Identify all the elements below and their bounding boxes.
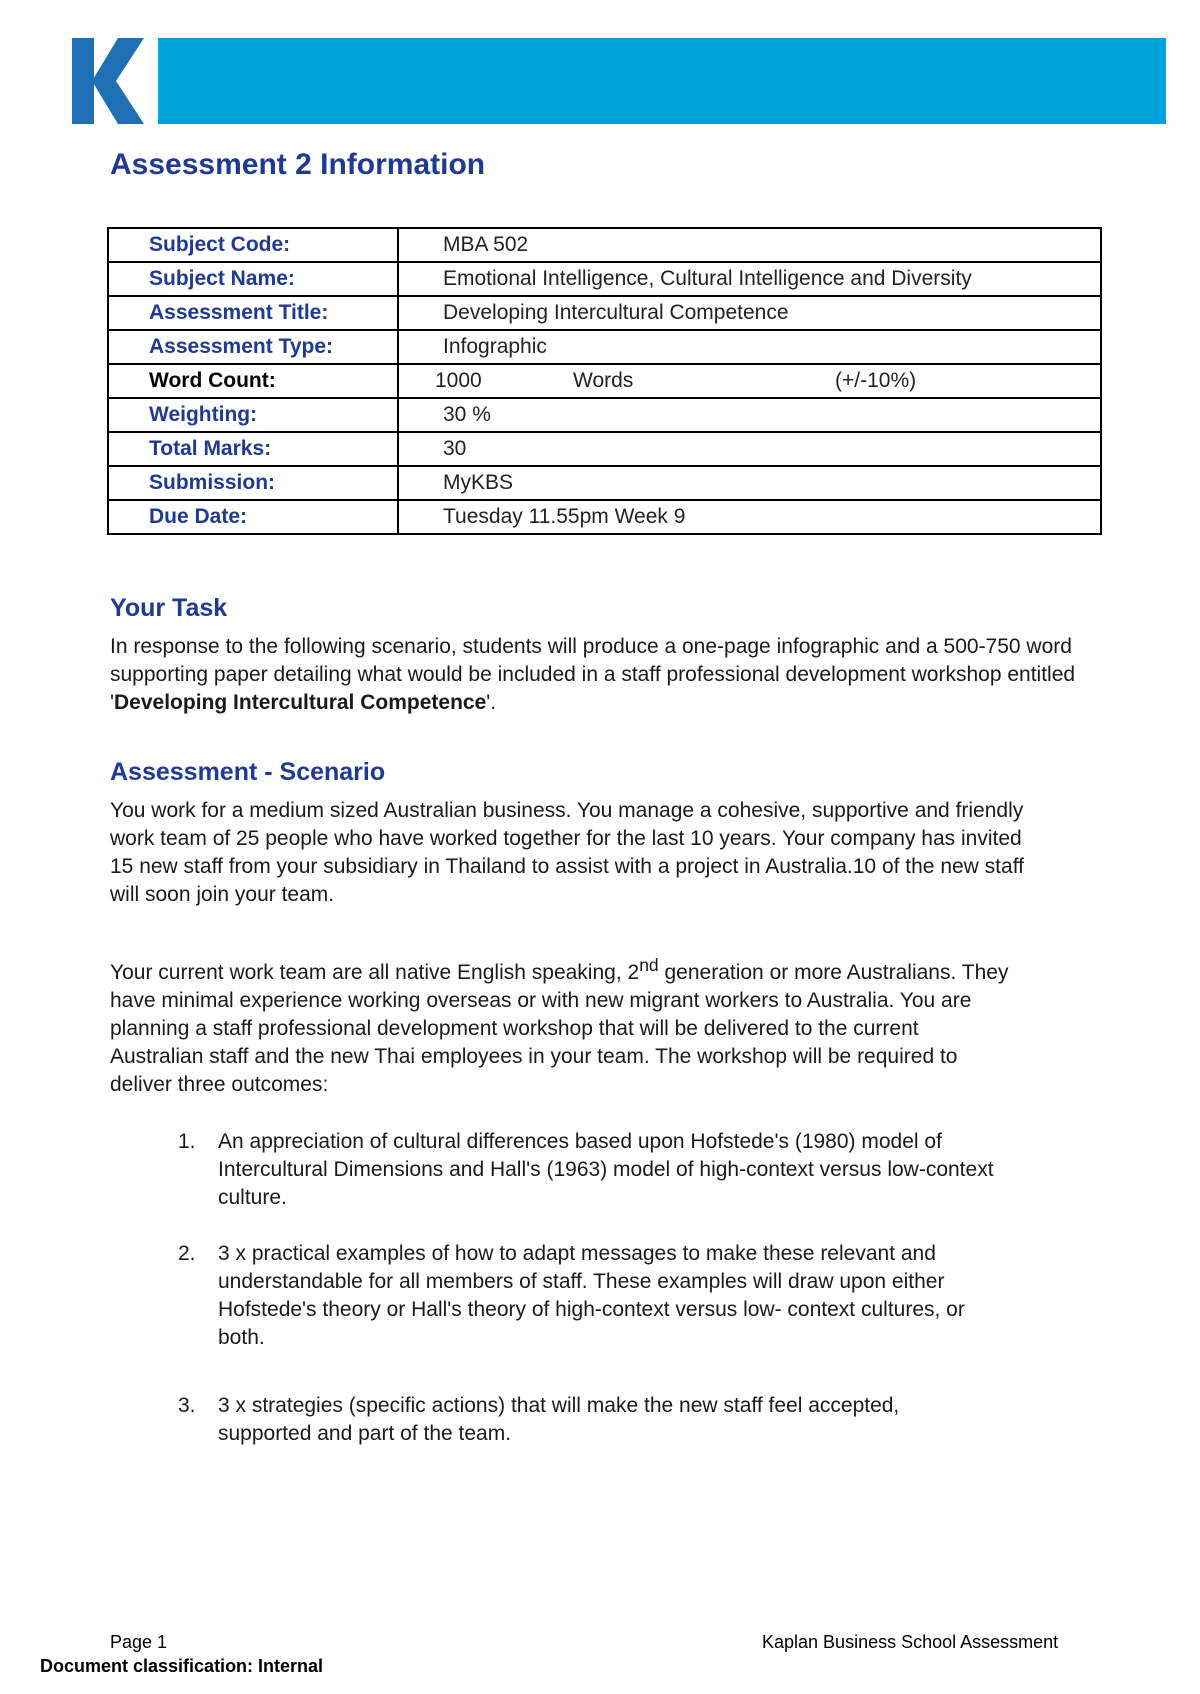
submission-label: Submission:: [108, 466, 398, 500]
scenario-paragraph-2: Your current work team are all native English speaking, 2nd generation or more Australians. They have minimal experience working overseas or with new migrant workers to Australia. You are planning a staff professional development workshop that will be delivered to the current Australian staff and the new Thai employees in your team. The workshop will be required to deliver three outcomes:: [110, 955, 1009, 1096]
subject-name-value: Emotional Intelligence, Cultural Intelligence and Diversity: [398, 262, 1101, 296]
assessment-title-value: Developing Intercultural Competence: [398, 296, 1101, 330]
word-count-unit: Words: [573, 369, 634, 392]
table-row: [108, 228, 1101, 262]
table-row: [108, 466, 1101, 500]
subject-code-value: MBA 502: [398, 228, 1101, 262]
table-row: [108, 296, 1101, 330]
page-number: Page 1: [110, 1632, 168, 1652]
scenario-paragraph-1: You work for a medium sized Australian business. You manage a cohesive, supportive and friendly work team of 25 people who have worked together for the last 10 years. Your company has invited 15 new staff from your subsidiary in Thailand to assist with a project in Australia.10 of the new staff will soon join your team.: [110, 799, 1024, 906]
kaplan-logo: [72, 38, 160, 124]
assessment-info-table: [107, 227, 1102, 535]
assessment-title-label: Assessment Title:: [108, 296, 398, 330]
table-row: [108, 330, 1101, 364]
assessment-type-value: Infographic: [398, 330, 1101, 364]
weighting-value: 30 %: [398, 398, 1101, 432]
document-classification: Document classification: Internal: [40, 1656, 324, 1676]
scenario-heading: Assessment - Scenario: [110, 758, 386, 786]
list-item: 3. 3 x strategies (specific actions) that will make the new staff feel accepted, supported and part of the team.: [178, 1394, 900, 1445]
word-count-value: [398, 364, 1101, 398]
word-count-label: Word Count:: [108, 364, 398, 398]
total-marks-value: 30: [398, 432, 1101, 466]
total-marks-label: Total Marks:: [108, 432, 398, 466]
list-item: 1. An appreciation of cultural differences based upon Hofstede's (1980) model of Intercultural Dimensions and Hall's (1963) model of high-context versus low-context culture.: [178, 1130, 994, 1209]
word-count-number: 1000: [435, 369, 482, 392]
your-task-heading: Your Task: [110, 594, 228, 622]
table-row: [108, 364, 1101, 398]
weighting-label: Weighting:: [108, 398, 398, 432]
header-banner: [158, 38, 1166, 124]
subject-code-label: Subject Code:: [108, 228, 398, 262]
table-row: [108, 262, 1101, 296]
word-count-tolerance: (+/-10%): [835, 369, 917, 392]
footer-institution: Kaplan Business School Assessment: [762, 1632, 1059, 1652]
due-date-value: Tuesday 11.55pm Week 9: [398, 500, 1101, 534]
assessment-type-label: Assessment Type:: [108, 330, 398, 364]
subject-name-label: Subject Name:: [108, 262, 398, 296]
workshop-title: Developing Intercultural Competence: [114, 691, 487, 714]
submission-value: MyKBS: [398, 466, 1101, 500]
outcomes-list: [178, 1128, 998, 1476]
due-date-label: Due Date:: [108, 500, 398, 534]
table-row: [108, 432, 1101, 466]
list-item: 2. 3 x practical examples of how to adapt messages to make these relevant and understandable for all members of staff. These examples will draw upon either Hofstede's theory or Hall's theory of high-context versus low- context cultures, or both.: [178, 1242, 965, 1349]
page-title: Assessment 2 Information: [110, 148, 486, 181]
table-row: [108, 500, 1101, 534]
your-task-text: In response to the following scenario, students will produce a one-page infographic and a 500-750 word supporting paper detailing what would be included in a staff professional development workshop entitled 'Developing Intercultural Competence'.: [110, 635, 1076, 714]
table-row: [108, 398, 1101, 432]
